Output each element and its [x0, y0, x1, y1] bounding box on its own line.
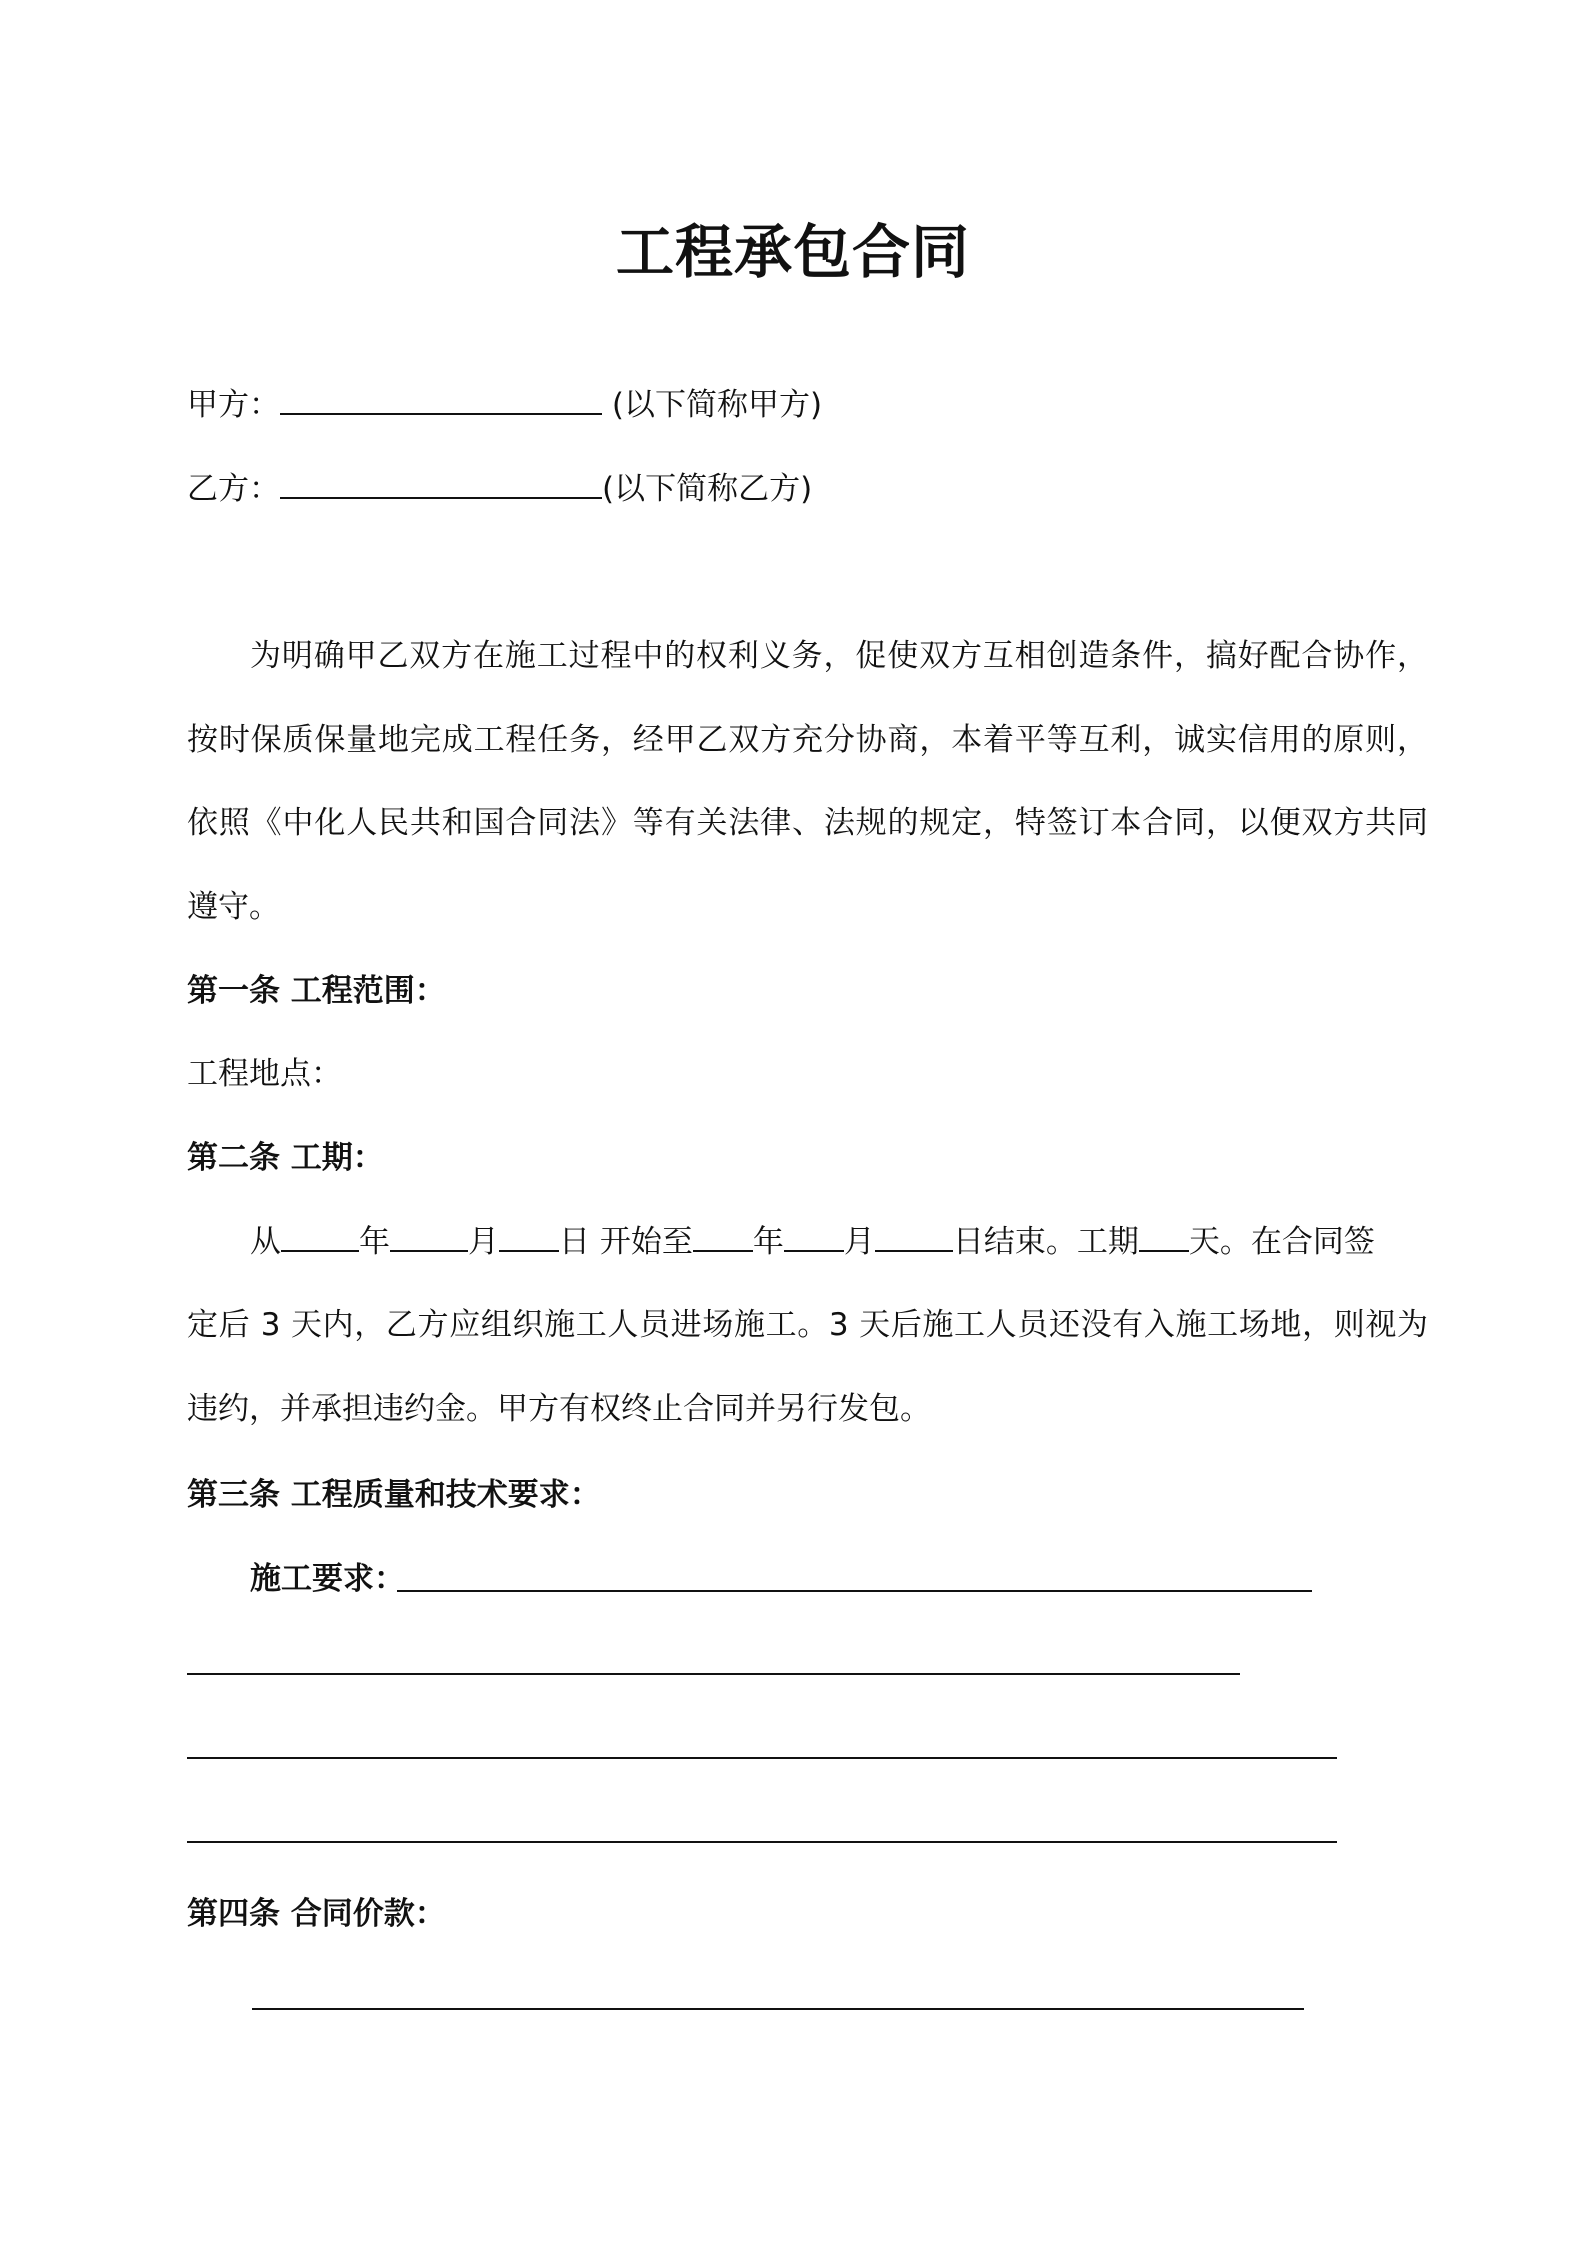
contract-price-blank-line[interactable]: [252, 2008, 1304, 2010]
text: 年: [359, 1224, 390, 1260]
end-year-blank[interactable]: [693, 1220, 753, 1252]
article-2-heading: 第二条 工期：: [187, 1140, 384, 1176]
article-1-heading: 第一条 工程范围：: [187, 973, 446, 1009]
text: 从: [250, 1224, 281, 1260]
end-day-blank[interactable]: [875, 1220, 953, 1252]
duration-days-blank[interactable]: [1139, 1220, 1189, 1252]
text: 日结束。工期: [952, 1224, 1139, 1260]
text: 年: [752, 1224, 784, 1260]
schedule-line: 违约，并承担违约金。甲方有权终止合同并另行发包。: [187, 1391, 931, 1427]
end-month-blank[interactable]: [784, 1220, 844, 1252]
construction-requirements-label: 施工要求：: [250, 1561, 405, 1597]
party-a-line: [187, 383, 822, 427]
requirements-blank-line[interactable]: [187, 1757, 1337, 1759]
party-a-blank[interactable]: [280, 383, 602, 415]
project-location-label: 工程地点：: [187, 1056, 342, 1092]
text: 天。在合同签: [1188, 1224, 1375, 1260]
party-a-suffix: (以下简称甲方): [602, 387, 823, 423]
start-year-blank[interactable]: [281, 1220, 359, 1252]
schedule-line: [250, 1220, 1375, 1264]
party-a-label: 甲方：: [187, 387, 280, 423]
text: 日 开始至: [559, 1224, 693, 1260]
article-4-heading: 第四条 合同价款：: [187, 1896, 446, 1932]
party-b-blank[interactable]: [280, 467, 602, 499]
schedule-line: 定后 3 天内，乙方应组织施工人员进场施工。3 天后施工人员还没有入施工场地，则视为: [187, 1307, 1428, 1343]
party-b-line: [187, 467, 812, 511]
preamble-line: 依照《中化人民共和国合同法》等有关法律、法规的规定，特签订本合同，以便双方共同: [187, 805, 1428, 841]
preamble-line: 为明确甲乙双方在施工过程中的权利义务，促使双方互相创造条件，搞好配合协作，: [250, 638, 1428, 674]
start-day-blank[interactable]: [499, 1220, 559, 1252]
requirements-blank-line[interactable]: [187, 1841, 1337, 1843]
requirements-blank-line[interactable]: [187, 1673, 1240, 1675]
preamble-line: 按时保质保量地完成工程任务，经甲乙双方充分协商，本着平等互利，诚实信用的原则，: [187, 722, 1428, 758]
text: 月: [843, 1224, 875, 1260]
party-b-label: 乙方：: [187, 471, 280, 507]
text: 月: [468, 1224, 499, 1260]
preamble-line: 遵守。: [187, 889, 280, 925]
document-title: 工程承包合同: [615, 218, 970, 286]
article-3-heading: 第三条 工程质量和技术要求：: [187, 1477, 601, 1513]
requirements-blank-line[interactable]: [397, 1590, 1312, 1592]
start-month-blank[interactable]: [390, 1220, 468, 1252]
party-b-suffix: (以下简称乙方): [602, 471, 813, 507]
